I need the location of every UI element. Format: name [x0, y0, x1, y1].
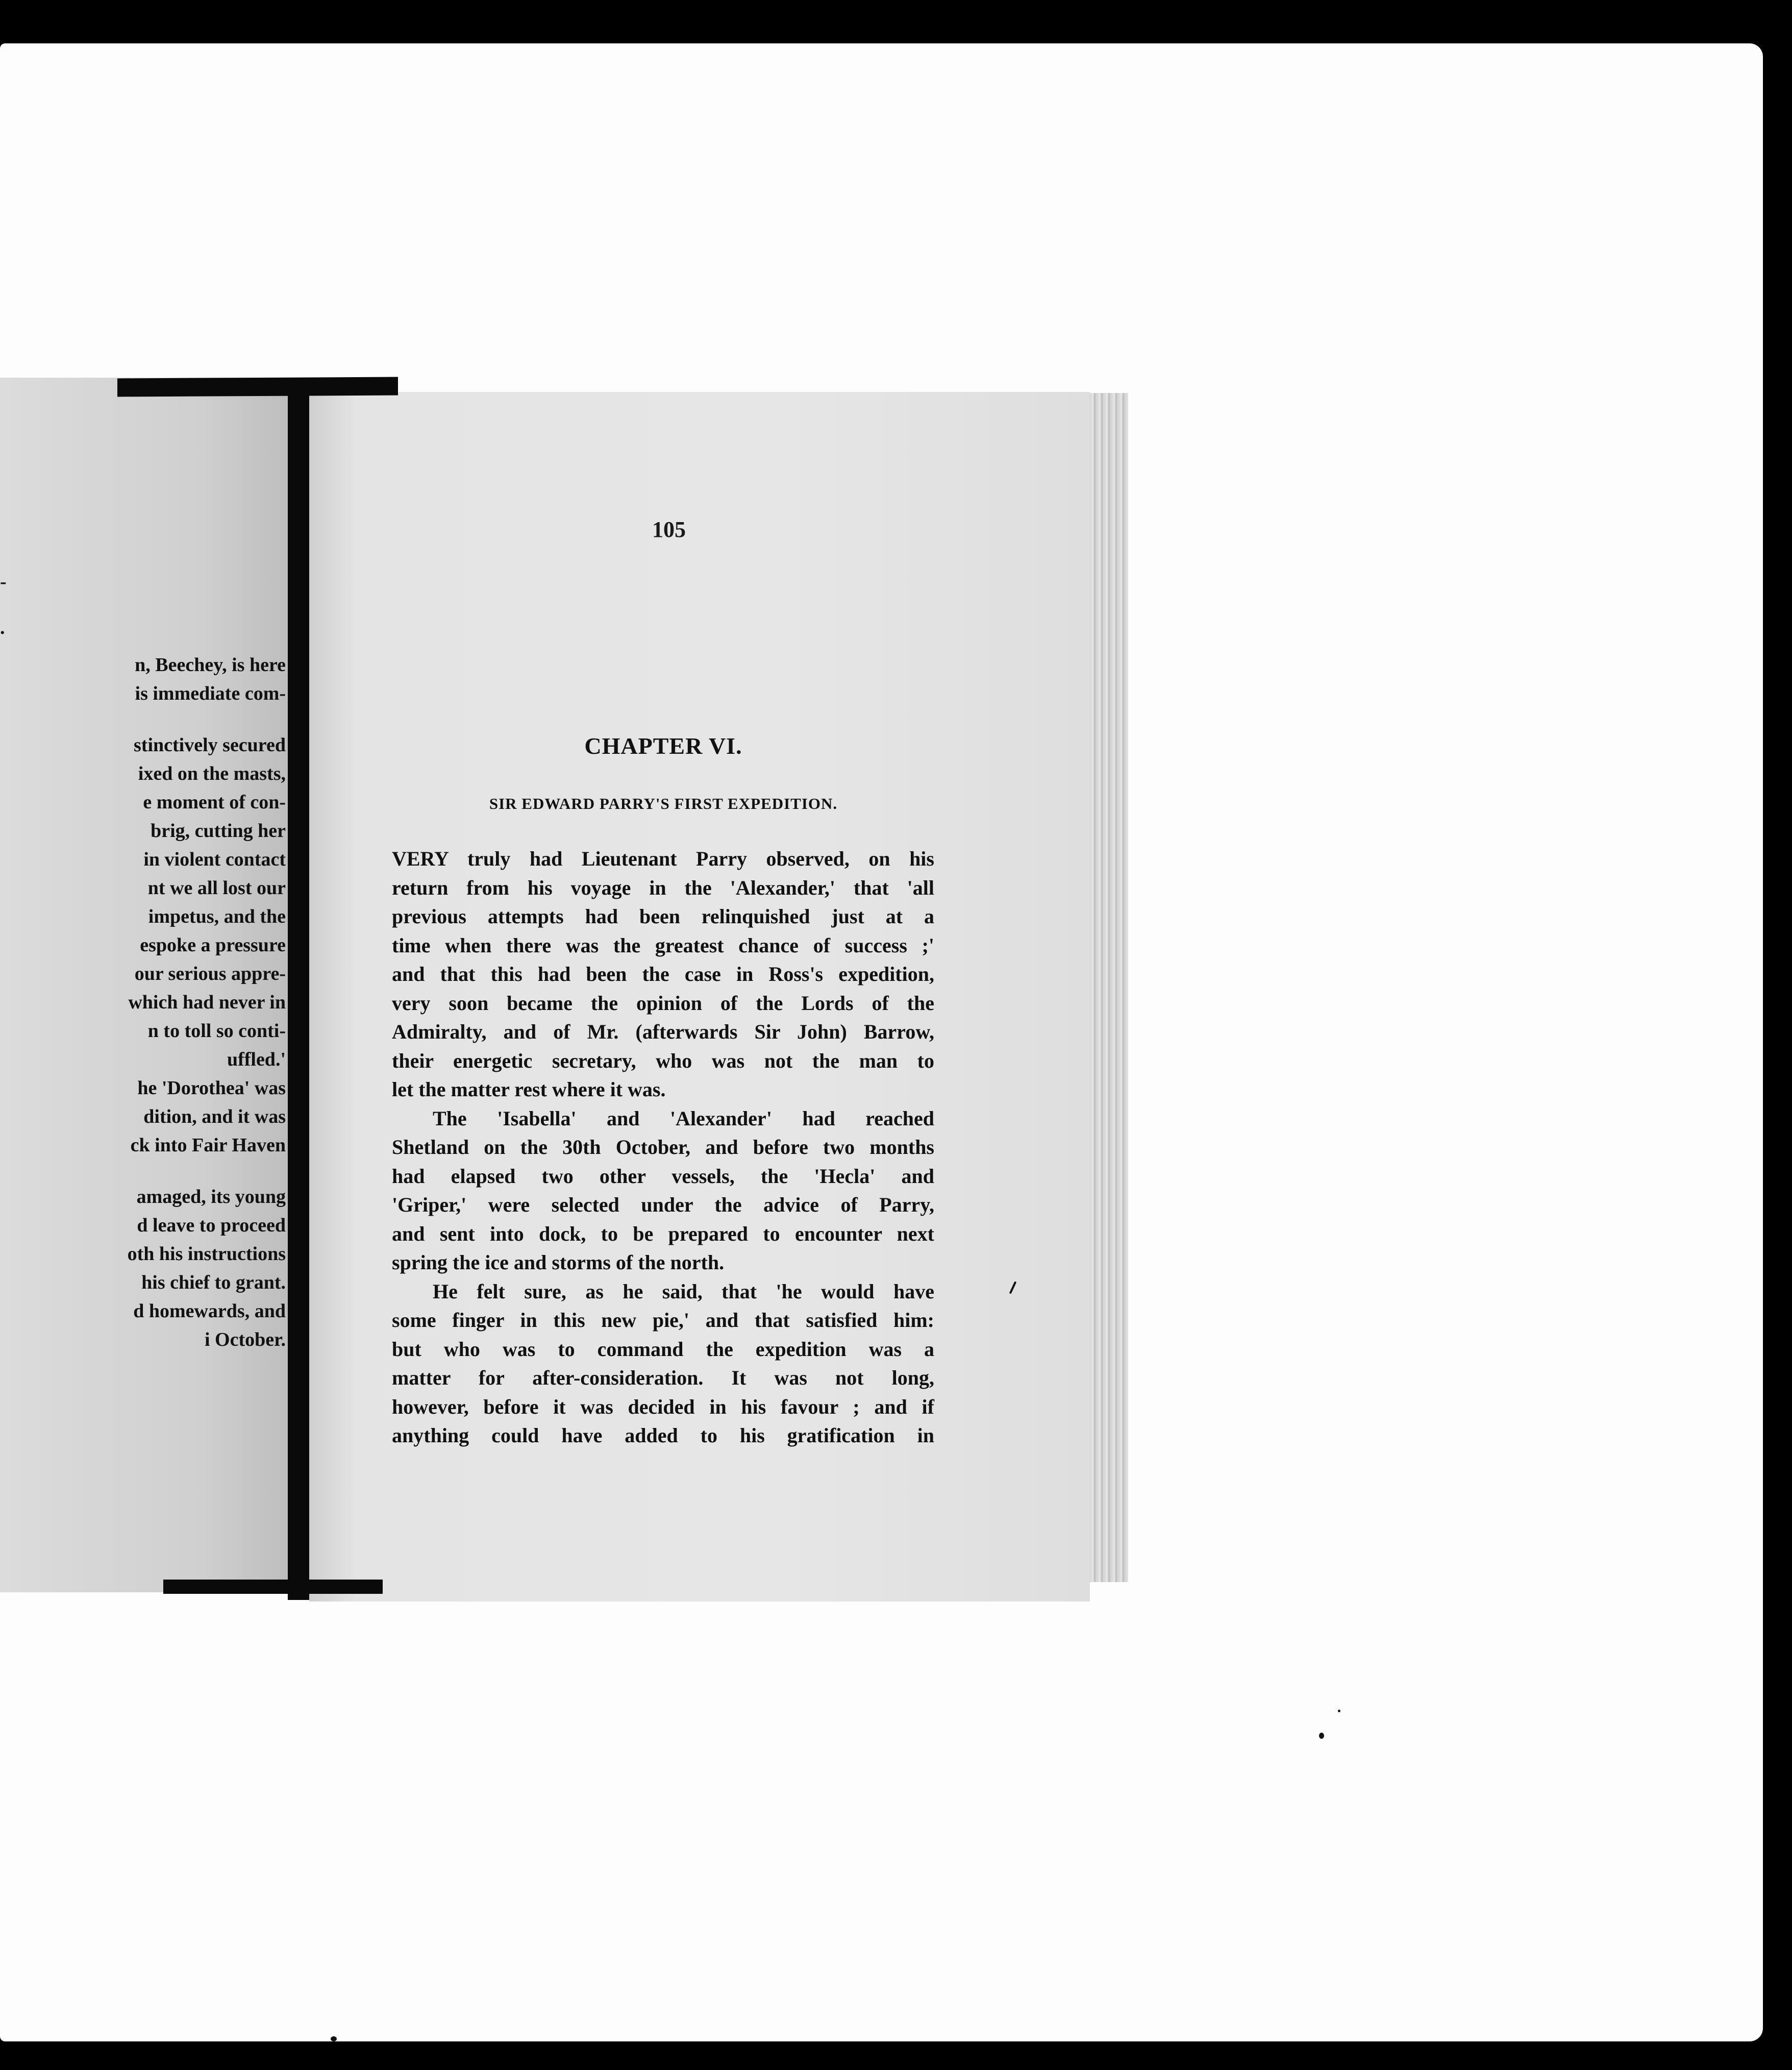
text-line: ixed on the masts,: [138, 763, 286, 784]
text-line: d leave to proceed: [137, 1215, 286, 1236]
text-line: let the matter rest where it was.: [392, 1078, 666, 1101]
text-line: ck into Fair Haven: [130, 1135, 286, 1156]
text-line: uffled.': [227, 1049, 286, 1070]
text-line: Shetland on the 30th October, and before two months: [392, 1136, 934, 1159]
page-number: 105: [652, 517, 686, 542]
text-line: in violent contact: [143, 849, 286, 870]
text-line: espoke a pressure: [140, 934, 286, 956]
dust-speck: [1319, 1733, 1324, 1739]
gutter-clip: [288, 396, 309, 1600]
text-line: .: [0, 617, 5, 638]
dust-speck: [1338, 1710, 1340, 1712]
text-line: -: [0, 571, 7, 593]
text-line: n, Beechey, is here: [135, 654, 286, 676]
text-line: d homewards, and: [133, 1300, 286, 1322]
text-line: oth his instructions: [127, 1243, 286, 1265]
text-line: The 'Isabella' and 'Alexander' had reached: [433, 1106, 934, 1130]
text-line: 'Griper,' were selected under the advice of Parry,: [392, 1193, 934, 1216]
text-line: stinctively secured: [134, 734, 286, 756]
text-line: and sent into dock, to be prepared to encounter next: [392, 1222, 934, 1245]
text-line: amaged, its young: [136, 1186, 286, 1208]
text-line: nt we all lost our: [147, 877, 286, 899]
text-line: however, before it was decided in his favour ; and if: [392, 1395, 934, 1418]
text-line: his chief to grant.: [141, 1272, 286, 1293]
text-line: i October.: [204, 1329, 286, 1350]
text-line: some finger in this new pie,' and that satisfied him:: [392, 1309, 934, 1332]
text-line: their energetic secretary, who was not the man to: [392, 1049, 934, 1072]
text-line: n to toll so conti-: [147, 1020, 286, 1042]
dust-speck: [331, 2036, 337, 2041]
text-line: [0, 708, 286, 731]
text-line: which had never in: [128, 992, 286, 1013]
text-line: spring the ice and storms of the north.: [392, 1251, 725, 1274]
text-line: but who was to command the expedition was a: [392, 1337, 934, 1361]
chapter-title: CHAPTER VI.: [584, 733, 742, 759]
text-line: Admiralty, and of Mr. (afterwards Sir John) Barrow,: [392, 1020, 934, 1043]
text-line: matter for after-consideration. It was not long,: [392, 1366, 934, 1389]
text-line: time when there was the greatest chance of success ;': [392, 933, 934, 957]
bottom-clip: [163, 1580, 383, 1594]
text-line: anything could have added to his gratification in: [392, 1424, 934, 1447]
text-line: dition, and it was: [143, 1106, 286, 1127]
text-line: previous attempts had been relinquished just at a: [392, 905, 934, 928]
text-line: and that this had been the case in Ross's expedition,: [392, 963, 934, 985]
text-line: VERY truly had Lieutenant Parry observed, on his: [392, 847, 934, 870]
text-line: brig, cutting her: [151, 820, 286, 842]
text-line: is immediate com-: [135, 683, 286, 704]
text-line: he 'Dorothea' was: [137, 1077, 286, 1099]
page-edges: [1090, 393, 1128, 1582]
top-clip: [117, 377, 398, 397]
chapter-subtitle: SIR EDWARD PARRY'S FIRST EXPEDITION.: [489, 795, 838, 812]
text-line: return from his voyage in the 'Alexander,' that 'all: [392, 876, 934, 899]
text-line: He felt sure, as he said, that 'he would have: [433, 1279, 934, 1303]
text-line: had elapsed two other vessels, the 'Hecla' and: [392, 1164, 934, 1188]
text-line: very soon became the opinion of the Lords of the: [392, 991, 934, 1015]
body-text: [392, 845, 934, 1450]
text-line: e moment of con-: [143, 792, 286, 813]
left-page-text: [0, 559, 286, 1354]
text-line: our serious appre-: [134, 963, 286, 984]
text-line: [0, 1160, 286, 1182]
left-page: [0, 378, 291, 1592]
text-line: impetus, and the: [148, 906, 286, 927]
